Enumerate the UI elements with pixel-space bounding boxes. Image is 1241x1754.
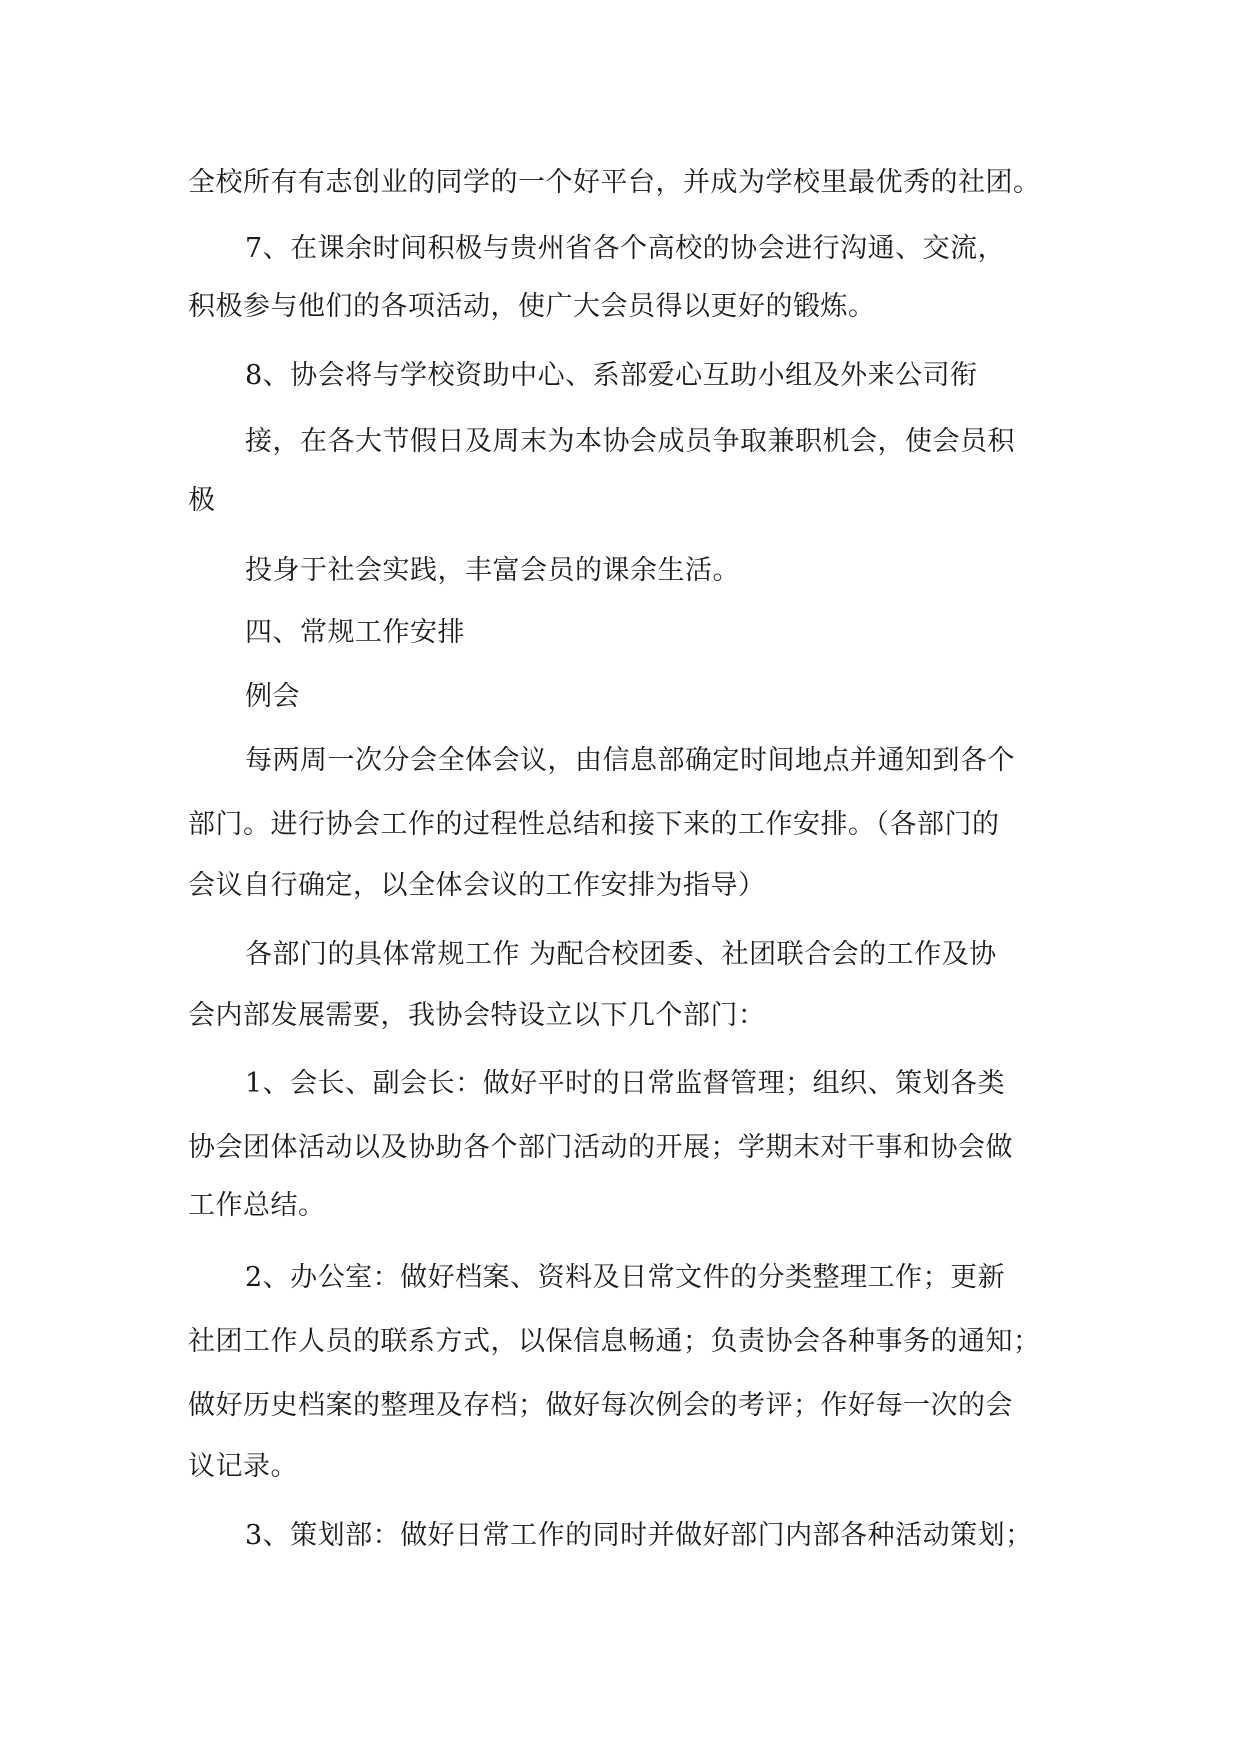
- body-text-line: 会议自行确定，以全体会议的工作安排为指导）: [188, 870, 766, 901]
- body-text-line: 8、协会将与学校资助中心、系部爱心互助小组及外来公司衔: [245, 360, 978, 391]
- body-text-line: 做好历史档案的整理及存档；做好每次例会的考评；作好每一次的会: [188, 1390, 1013, 1421]
- body-text-line: 各部门的具体常规工作 为配合校团委、社团联合会的工作及协: [245, 939, 997, 970]
- section-heading: 四、常规工作安排: [245, 617, 465, 648]
- body-text-line: 2、办公室：做好档案、资料及日常文件的分类整理工作；更新: [245, 1262, 1006, 1293]
- subsection-heading: 例会: [245, 681, 300, 712]
- body-text-line: 社团工作人员的联系方式，以保信息畅通；负责协会各种事务的通知；: [188, 1326, 1041, 1357]
- body-text-line: 1、会长、副会长：做好平时的日常监督管理；组织、策划各类: [245, 1068, 1006, 1099]
- body-text-line: 接，在各大节假日及周末为本协会成员争取兼职机会，使会员积: [245, 426, 1015, 457]
- body-text-line: 3、策划部：做好日常工作的同时并做好部门内部各种活动策划；: [245, 1520, 1033, 1551]
- body-text-line: 投身于社会实践，丰富会员的课余生活。: [245, 555, 740, 586]
- body-text-line: 积极参与他们的各项活动，使广大会员得以更好的锻炼。: [188, 291, 876, 322]
- body-text-line: 会内部发展需要，我协会特设立以下几个部门：: [188, 1000, 766, 1031]
- body-text-line: 协会团体活动以及协助各个部门活动的开展；学期末对干事和协会做: [188, 1132, 1013, 1163]
- body-text-line: 工作总结。: [188, 1190, 326, 1221]
- body-text-line: 每两周一次分会全体会议，由信息部确定时间地点并通知到各个: [245, 745, 1015, 776]
- body-text-line: 部门。进行协会工作的过程性总结和接下来的工作安排。（各部门的: [188, 809, 1000, 840]
- body-text-line: 全校所有有志创业的同学的一个好平台，并成为学校里最优秀的社团。: [188, 167, 1041, 198]
- body-text-line: 极: [188, 485, 216, 516]
- body-text-line: 7、在课余时间积极与贵州省各个高校的协会进行沟通、交流，: [245, 233, 1006, 264]
- body-text-line: 议记录。: [188, 1451, 298, 1482]
